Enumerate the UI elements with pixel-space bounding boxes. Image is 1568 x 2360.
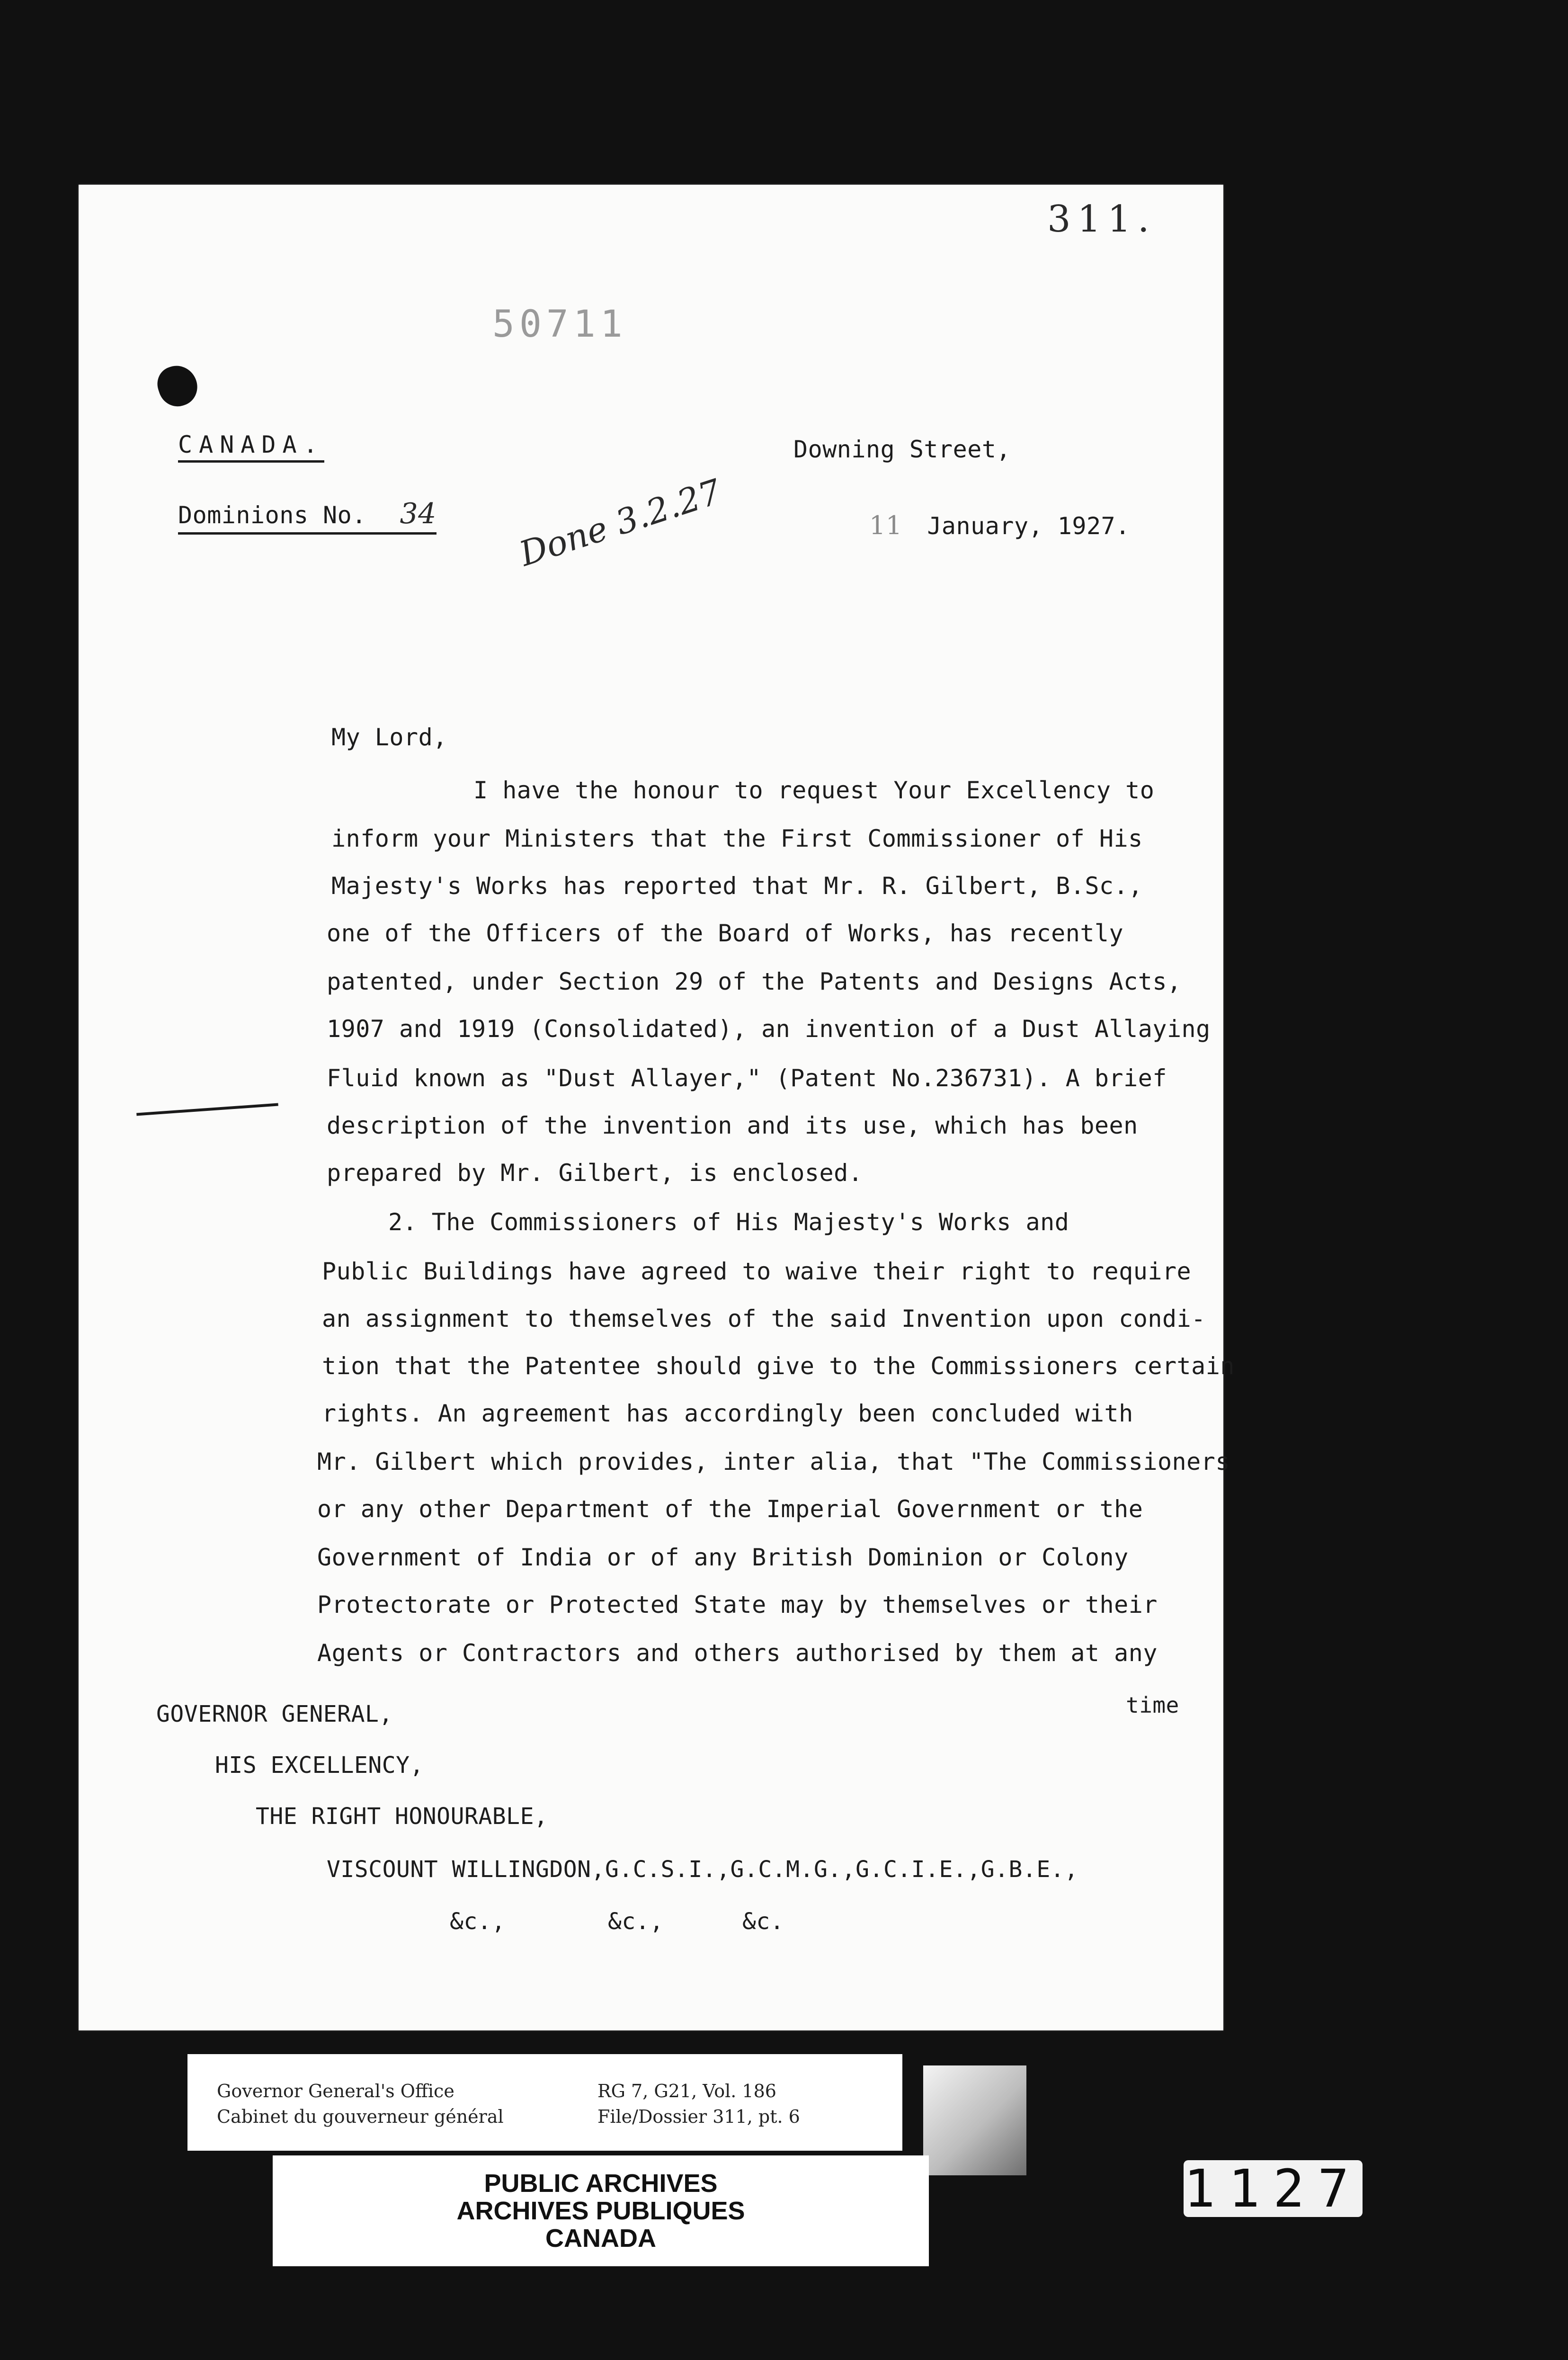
- country-heading: CANADA.: [178, 431, 324, 463]
- handwritten-done-note: Done 3.2.27: [515, 471, 726, 574]
- register-number: 50711: [492, 303, 627, 346]
- catchword: time: [1126, 1692, 1179, 1718]
- address-line: Downing Street,: [793, 436, 1011, 463]
- folio-number: 311.: [1047, 198, 1156, 241]
- body-line: I have the honour to request Your Excellency to: [473, 777, 1155, 804]
- body-line: Majesty's Works has reported that Mr. R. Gilbert, B.Sc.,: [331, 872, 1143, 900]
- body-line: one of the Officers of the Board of Works, has recently: [327, 920, 1124, 947]
- body-line: an assignment to themselves of the said Invention upon condi-: [322, 1305, 1206, 1332]
- body-line: Mr. Gilbert which provides, inter alia, that "The Commissioners: [317, 1448, 1230, 1475]
- etc-mark: &c.,: [450, 1908, 506, 1935]
- archives-line: CANADA: [545, 2224, 656, 2253]
- addressee-line: VISCOUNT WILLINGDON,G.C.S.I.,G.C.M.G.,G.C.I.E.,G.B.E.,: [327, 1856, 1078, 1883]
- public-archives-stamp: [273, 2155, 929, 2266]
- addressee-line: HIS EXCELLENCY,: [215, 1752, 424, 1779]
- body-line: 1907 and 1919 (Consolidated), an invention of a Dust Allaying: [327, 1015, 1211, 1043]
- body-line: 2. The Commissioners of His Majesty's Works and: [388, 1208, 1069, 1236]
- addressee-line: GOVERNOR GENERAL,: [156, 1701, 393, 1727]
- body-line: Fluid known as "Dust Allayer," (Patent No.236731). A brief: [327, 1064, 1167, 1092]
- addressee-line: THE RIGHT HONOURABLE,: [256, 1803, 548, 1830]
- dominions-number: 34: [400, 497, 437, 530]
- body-line: description of the invention and its use, which has been: [327, 1112, 1138, 1139]
- frame-counter: 1127: [1184, 2158, 1363, 2219]
- record-group: RG 7, G21, Vol. 186: [597, 2081, 776, 2101]
- body-line: rights. An agreement has accordingly been concluded with: [322, 1400, 1133, 1427]
- body-line: Protectorate or Protected State may by themselves or their: [317, 1591, 1158, 1618]
- body-line: Government of India or of any British Dominion or Colony: [317, 1544, 1129, 1571]
- archive-reference-label: [187, 2054, 902, 2151]
- body-line: tion that the Patentee should give to the Commissioners certain: [322, 1352, 1235, 1380]
- body-line: Agents or Contractors and others authorised by them at any: [317, 1639, 1158, 1667]
- date-day: 11: [869, 510, 902, 540]
- etc-mark: &c.,: [608, 1908, 664, 1935]
- date-month-year: January, 1927.: [927, 512, 1130, 540]
- salutation: My Lord,: [331, 724, 447, 751]
- body-line: Public Buildings have agreed to waive their right to require: [322, 1258, 1192, 1285]
- etc-mark: &c.: [742, 1908, 784, 1935]
- photo-patch: [923, 2065, 1026, 2175]
- date-line: [869, 510, 1130, 540]
- body-line: inform your Ministers that the First Commissioner of His: [331, 825, 1143, 852]
- body-line: prepared by Mr. Gilbert, is enclosed.: [327, 1159, 863, 1187]
- dominions-line: [178, 497, 437, 535]
- archives-line: ARCHIVES PUBLIQUES: [456, 2197, 745, 2225]
- body-line: patented, under Section 29 of the Patents and Designs Acts,: [327, 968, 1182, 995]
- office-en: Governor General's Office: [217, 2081, 454, 2101]
- body-line: or any other Department of the Imperial Government or the: [317, 1495, 1143, 1523]
- file-reference: File/Dossier 311, pt. 6: [597, 2106, 800, 2127]
- dominions-label: Dominions No.: [178, 501, 366, 529]
- archives-line: PUBLIC ARCHIVES: [484, 2169, 718, 2198]
- office-fr: Cabinet du gouverneur général: [217, 2106, 504, 2127]
